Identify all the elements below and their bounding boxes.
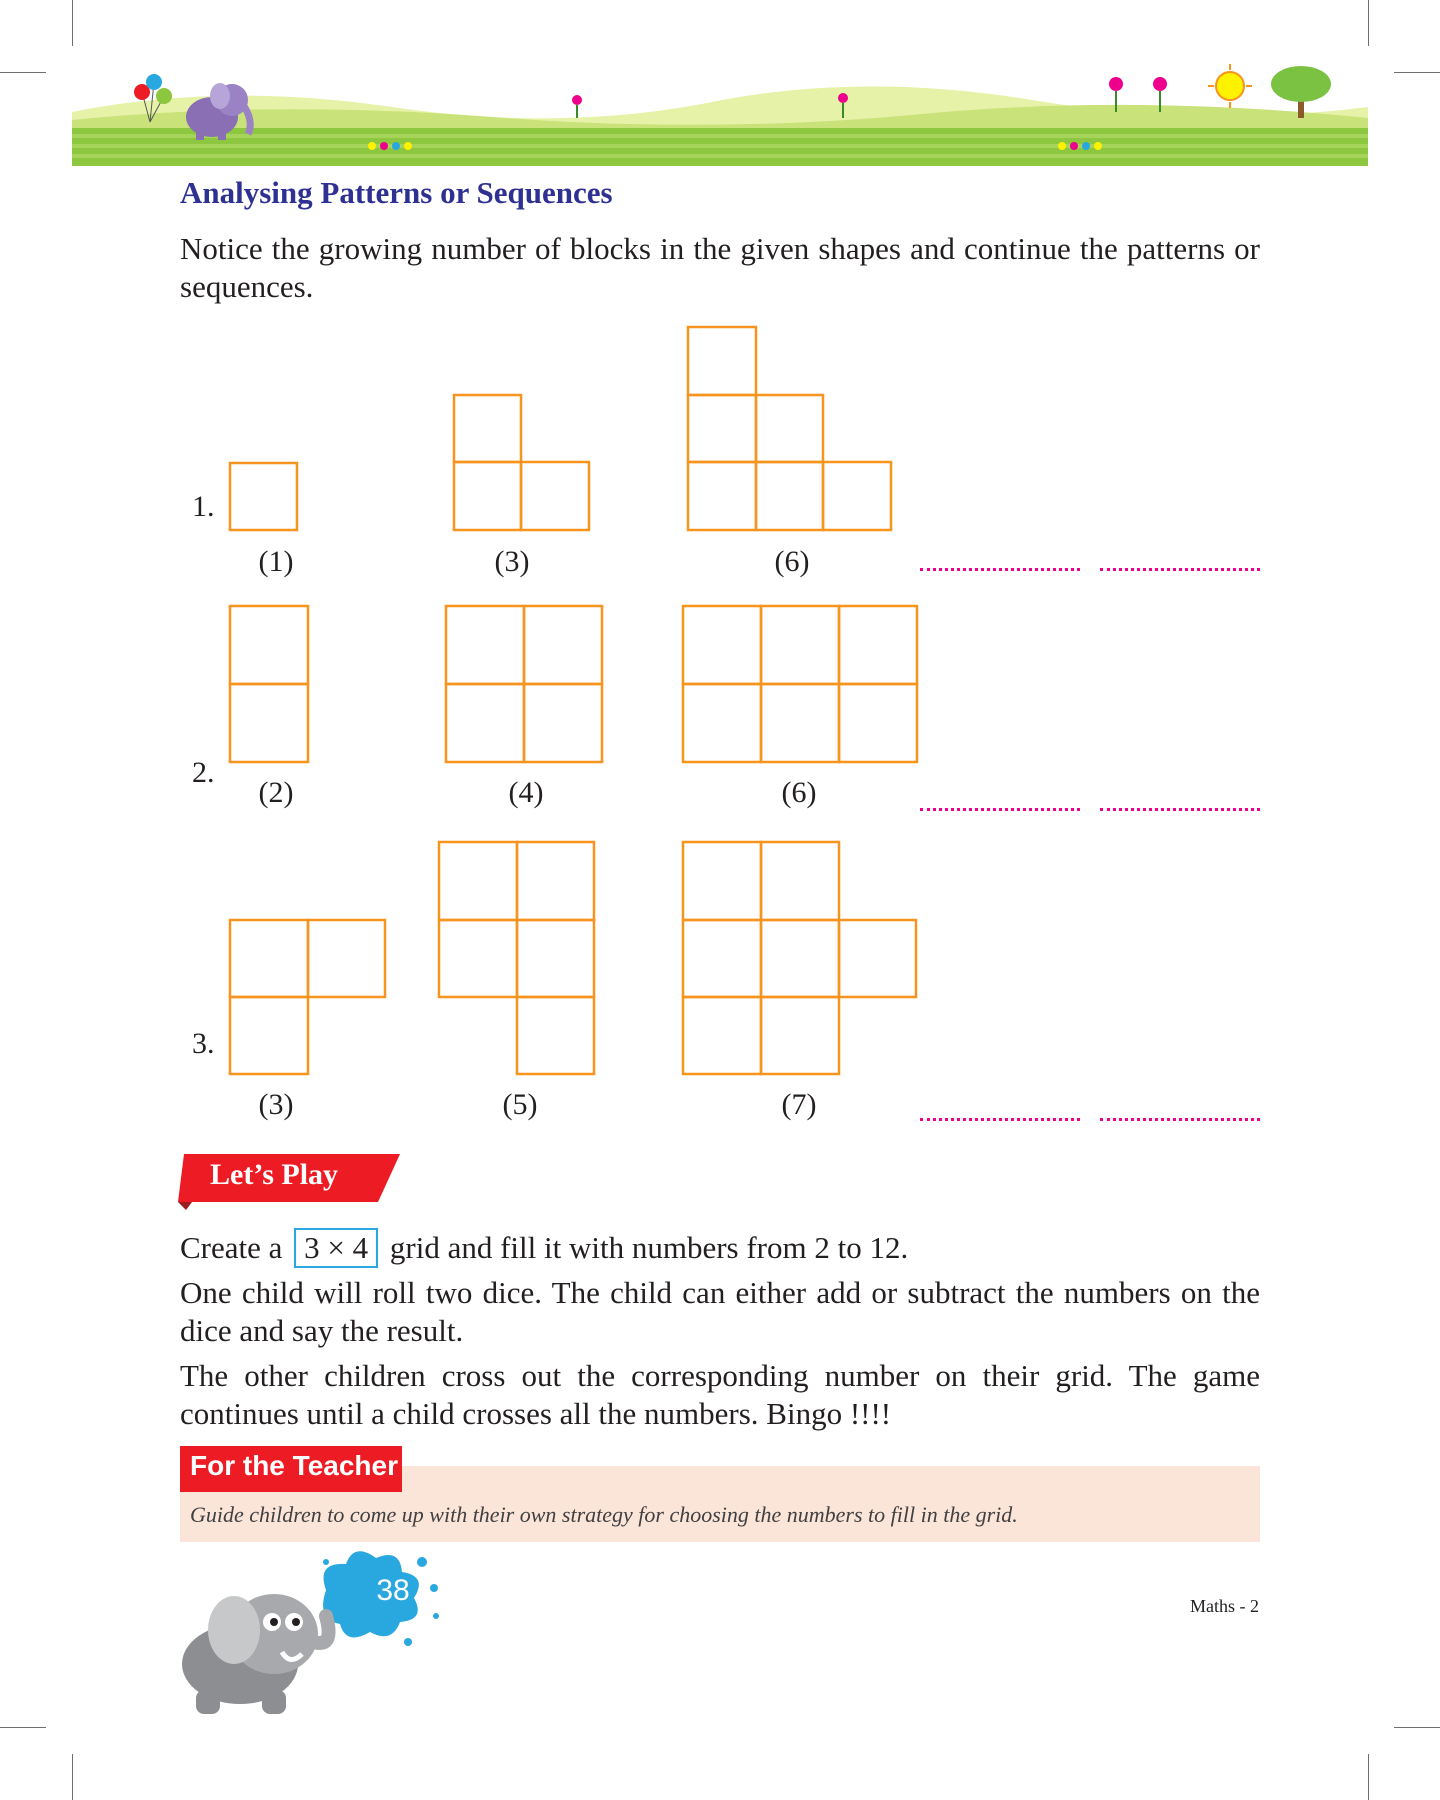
block [446, 684, 524, 762]
block [688, 395, 756, 462]
block-count-caption: (6) [781, 776, 817, 809]
answer-blank[interactable] [920, 568, 1080, 571]
lets-play-ending: The other children cross out the corresponding number on their grid. The game continues until a child crosses all the numbers. Bingo !!!! [180, 1358, 1260, 1431]
block [683, 606, 761, 684]
block [683, 842, 761, 920]
instruction-text: Notice the growing number of blocks in the given shapes and continue the patterns or sequences. [180, 231, 1260, 304]
lets-play-line1-start: Create a [180, 1230, 283, 1265]
lets-play-rules: One child will roll two dice. The child can either add or subtract the numbers on the dice and say the result. [180, 1275, 1260, 1348]
section-title: Analysing Patterns or Sequences [180, 175, 613, 210]
block [230, 606, 308, 684]
answer-blank[interactable] [1100, 568, 1260, 571]
block [761, 920, 839, 997]
block [517, 997, 594, 1074]
block [688, 327, 756, 395]
block [524, 606, 602, 684]
question-number: 1. [192, 490, 215, 523]
lets-play-line1-end: grid and fill it with numbers from 2 to 12. [389, 1230, 909, 1265]
block [446, 606, 524, 684]
block-count-caption: (6) [774, 545, 810, 578]
block [683, 684, 761, 762]
block [823, 462, 891, 530]
elephant-mascot-icon [182, 1594, 329, 1714]
block [683, 997, 761, 1074]
answer-blank[interactable] [1100, 1118, 1260, 1121]
block [761, 997, 839, 1074]
question-number: 3. [192, 1027, 215, 1060]
block [761, 842, 839, 920]
block [517, 842, 594, 920]
crop-mark [72, 1754, 73, 1800]
answer-blank[interactable] [1100, 808, 1260, 811]
block [230, 463, 297, 530]
answer-blank[interactable] [920, 808, 1080, 811]
crop-mark [0, 1727, 46, 1728]
block-count-caption: (5) [502, 1088, 538, 1121]
block [308, 920, 385, 997]
book-label: Maths - 2 [1190, 1596, 1259, 1616]
block [761, 606, 839, 684]
block [839, 606, 917, 684]
lets-play-label: Let’s Play [210, 1158, 339, 1191]
block [230, 997, 308, 1074]
teacher-note-text: Guide children to come up with their own strategy for choosing the numbers to fill in the grid. [190, 1502, 1018, 1527]
block [439, 842, 517, 920]
block [439, 920, 517, 997]
answer-blank[interactable] [920, 1118, 1080, 1121]
block-count-caption: (7) [781, 1088, 817, 1121]
crop-mark [1368, 1754, 1369, 1800]
block [230, 684, 308, 762]
block [524, 684, 602, 762]
teacher-label: For the Teacher [190, 1450, 398, 1481]
block [756, 395, 823, 462]
block-count-caption: (2) [258, 776, 294, 809]
block [756, 462, 823, 530]
page-number: 38 [376, 1574, 410, 1607]
footer-illustration [176, 1542, 446, 1720]
block [683, 920, 761, 997]
block [761, 684, 839, 762]
grid-size-box: 3 × 4 [294, 1228, 378, 1268]
block [688, 462, 756, 530]
question-number: 2. [192, 756, 215, 789]
block [230, 920, 308, 997]
block [517, 920, 594, 997]
block [454, 395, 521, 462]
lets-play-line1 [180, 1228, 1260, 1268]
block-count-caption: (1) [258, 545, 294, 578]
block-count-caption: (4) [508, 776, 544, 809]
block [454, 462, 521, 530]
block [521, 462, 589, 530]
block [839, 684, 917, 762]
crop-mark [1394, 1727, 1440, 1728]
block [839, 920, 916, 997]
block-count-caption: (3) [258, 1088, 294, 1121]
block-count-caption: (3) [494, 545, 530, 578]
